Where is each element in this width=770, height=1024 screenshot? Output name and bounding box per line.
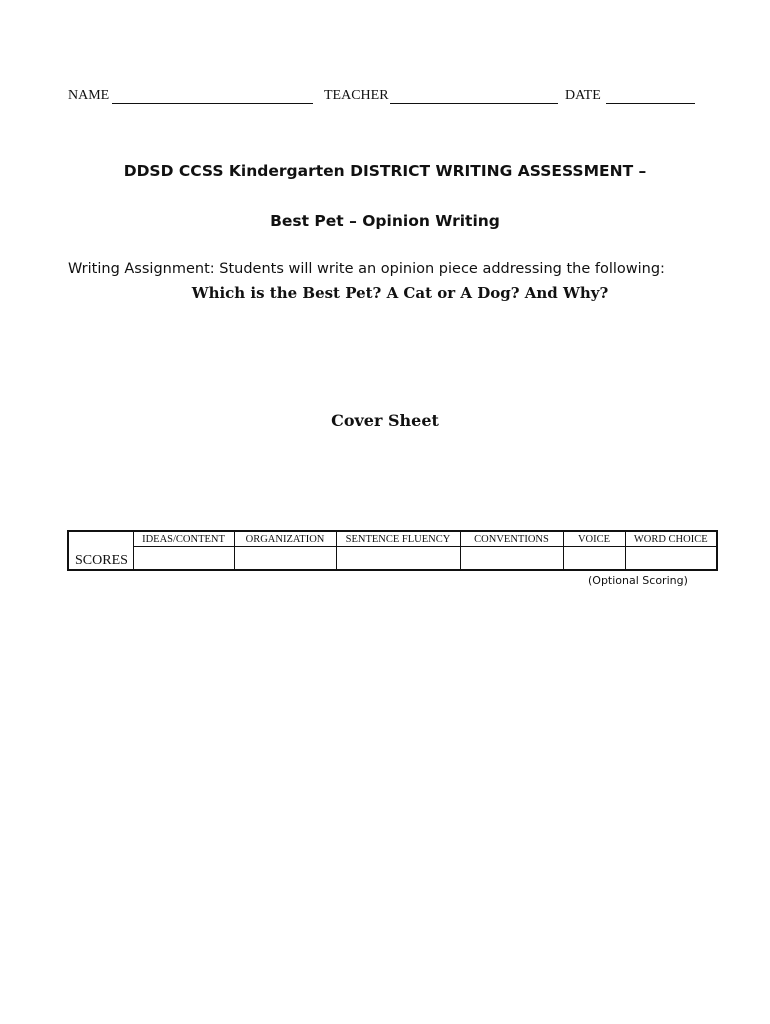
page-title: DDSD CCSS Kindergarten DISTRICT WRITING ASSESSMENT – [123,162,647,180]
score-cell-word-choice[interactable] [625,547,717,571]
score-cell-voice[interactable] [563,547,625,571]
name-label: NAME [68,88,110,103]
scores-corner-cell [68,531,133,547]
cover-sheet-heading: Cover Sheet [331,411,439,430]
column-header-conventions: CONVENTIONS [460,531,563,547]
score-cell-conventions[interactable] [460,547,563,571]
column-header-ideas: IDEAS/CONTENT [133,531,234,547]
score-cell-ideas[interactable] [133,547,234,571]
name-field[interactable] [112,103,313,104]
scores-header-row [68,531,717,547]
score-cell-organization[interactable] [234,547,336,571]
teacher-label: TEACHER [324,88,389,103]
column-header-word-choice: WORD CHOICE [625,531,717,547]
date-field[interactable] [606,103,695,104]
writing-prompt: Which is the Best Pet? A Cat or A Dog? And Why? [191,284,609,302]
scores-table [67,530,718,571]
column-header-organization: ORGANIZATION [234,531,336,547]
teacher-field[interactable] [390,103,558,104]
column-header-sentence-fluency: SENTENCE FLUENCY [336,531,460,547]
column-header-voice: VOICE [563,531,625,547]
page-subtitle: Best Pet – Opinion Writing [270,212,500,230]
date-label: DATE [565,88,601,103]
scores-row [68,547,717,571]
optional-scoring-note: (Optional Scoring) [588,574,688,587]
score-cell-sentence-fluency[interactable] [336,547,460,571]
assignment-text: Writing Assignment: Students will write an opinion piece addressing the following: [68,261,665,277]
student-info-line [68,88,708,108]
scores-row-label: SCORES [68,547,133,571]
